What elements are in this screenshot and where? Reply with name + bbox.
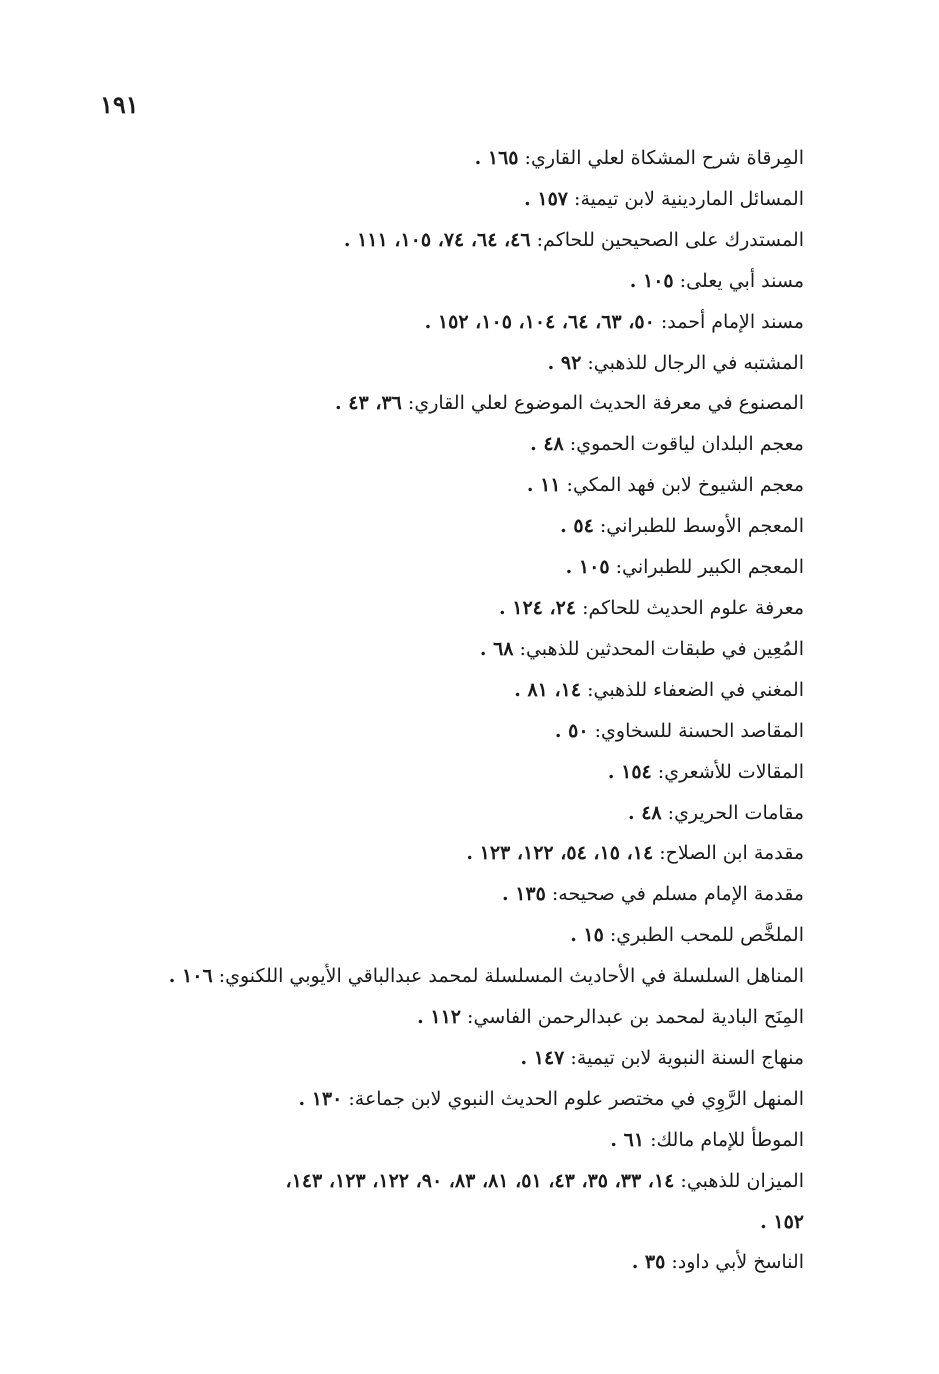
entry-title: مقامات الحريري: [674, 801, 804, 824]
index-entry: المسائل الماردينية لابن تيمية: ١٥٧ .: [524, 187, 804, 210]
entry-pages: ٩٢ .: [547, 351, 582, 374]
index-entry: المِنَح البادية لمحمد بن عبدالرحمن الفاسي: ١١٢ .: [417, 1006, 804, 1029]
entry-title: المنهل الرَّوِي في مختصر علوم الحديث النبوي لابن جماعة: [354, 1087, 804, 1110]
index-entry: المعجم الأوسط للطبراني: ٥٤ .: [560, 515, 804, 538]
entry-pages: ٢٤، ١٢٤ .: [499, 596, 577, 619]
entry-pages: ٤٨ .: [530, 433, 564, 456]
entry-pages: ٤٦، ٦٤، ٧٤، ١٠٥، ١١١ .: [343, 228, 531, 251]
entry-title: المقالات للأشعري: [664, 760, 804, 783]
index-entry: المصنوع في معرفة الحديث الموضوع لعلي القاري: ٣٦، ٤٣ .: [335, 392, 804, 415]
index-entry: الناسخ لأبي داود: ٣٥ .: [631, 1251, 804, 1274]
entry-title: مقدمة ابن الصلاح: [665, 842, 804, 865]
entry-title: الملخَّص للمحب الطبري: [616, 924, 804, 947]
entry-title: الميزان للذهبي: [686, 1169, 804, 1192]
entry-title: المعجم الأوسط للطبراني: [606, 515, 804, 538]
entry-title: معجم البلدان لياقوت الحموي: [576, 433, 804, 456]
entry-pages: ٦٨ .: [479, 637, 514, 660]
index-entry: المنهل الرَّوِي في مختصر علوم الحديث النبوي لابن جماعة: ١٣٠ .: [298, 1087, 804, 1110]
entry-title: الناسخ لأبي داود: [677, 1251, 804, 1274]
index-entry: المِرقاة شرح المشكاة لعلي القاري: ١٦٥ .: [474, 147, 804, 169]
index-entry: معجم البلدان لياقوت الحموي: ٤٨ .: [530, 433, 804, 456]
entry-pages: ١٥ .: [570, 924, 604, 947]
entry-pages: ١١ .: [526, 474, 561, 497]
index-entry: المقاصد الحسنة للسخاوي: ٥٠ .: [554, 719, 804, 742]
entry-pages: ٣٥ .: [631, 1251, 666, 1274]
entry-pages: ١٥٧ .: [524, 187, 569, 210]
index-entry: المغني في الضعفاء للذهبي: ١٤، ٨١ .: [514, 678, 804, 701]
entry-pages: ١٤، ٨١ .: [514, 678, 582, 701]
index-entry: المعجم الكبير للطبراني: ١٠٥ .: [565, 556, 804, 579]
entry-pages: ١٣٥ .: [501, 883, 546, 906]
entry-pages: ١٦٥ .: [474, 147, 519, 169]
entry-title: المصنوع في معرفة الحديث الموضوع لعلي القاري: [414, 392, 804, 415]
entry-pages: ١٤، ٣٣، ٣٥، ٤٣، ٥١، ٨١، ٨٣، ٩٠، ١٢٢، ١٢٣، ١٤٣،: [285, 1169, 675, 1192]
entry-pages-continued: ١٥٢ .: [760, 1210, 804, 1233]
entry-pages: ٥٠ .: [554, 719, 589, 742]
index-entry: المناهل السلسلة في الأحاديث المسلسلة لمحمد عبدالباقي الأيوبي اللكنوي: ١٠٦ .: [168, 965, 804, 988]
entry-title: مسند أبي يعلى: [686, 269, 804, 292]
entry-title: المناهل السلسلة في الأحاديث المسلسلة لمحمد عبدالباقي الأيوبي اللكنوي: [225, 965, 804, 988]
entry-pages: ٥٤ .: [560, 515, 594, 538]
entry-title: مسند الإمام أحمد: [667, 310, 804, 333]
entry-title: المغني في الضعفاء للذهبي: [593, 678, 804, 701]
entry-title: المعجم الكبير للطبراني: [621, 556, 804, 579]
entry-title: المِرقاة شرح المشكاة لعلي القاري: [530, 147, 804, 169]
index-entry: منهاج السنة النبوية لابن تيمية: ١٤٧ .: [520, 1046, 804, 1069]
index-entry: مسند الإمام أحمد: ٥٠، ٦٣، ٦٤، ١٠٤، ١٠٥، ١٥٢ .: [424, 310, 804, 333]
references-index-list: [114, 138, 804, 1283]
entry-title: المقاصد الحسنة للسخاوي: [601, 719, 804, 742]
entry-pages: ١٤٧ .: [520, 1046, 565, 1069]
entry-title: المسائل الماردينية لابن تيمية: [580, 187, 804, 210]
index-entry: المقالات للأشعري: ١٥٤ .: [607, 760, 804, 783]
entry-pages: ٤٨ .: [627, 801, 662, 824]
entry-pages: ١٠٦ .: [168, 965, 213, 988]
index-entry: الموطأ للإمام مالك: ٦١ .: [610, 1128, 804, 1151]
entry-pages: ١٠٥ .: [565, 556, 610, 579]
entry-pages: ١٣٠ .: [298, 1087, 343, 1110]
entry-pages: ٣٦، ٤٣ .: [335, 392, 402, 415]
entry-title: منهاج السنة النبوية لابن تيمية: [576, 1046, 804, 1069]
page-number: ١٩١: [100, 90, 139, 119]
index-entry: مقدمة ابن الصلاح: ١٤، ١٥، ٥٤، ١٢٢، ١٢٣ .: [466, 842, 804, 865]
entry-pages: ١١٢ .: [417, 1006, 461, 1029]
entry-pages: ١٥٤ .: [607, 760, 652, 783]
index-entry: مقدمة الإمام مسلم في صحيحه: ١٣٥ .: [501, 883, 804, 906]
entry-pages: ١٠٥ .: [629, 269, 674, 292]
index-entry: الملخَّص للمحب الطبري: ١٥ .: [570, 924, 804, 947]
entry-title: الموطأ للإمام مالك: [656, 1128, 804, 1151]
index-entry: معجم الشيوخ لابن فهد المكي: ١١ .: [526, 474, 804, 497]
index-entry: المستدرك على الصحيحين للحاكم: ٤٦، ٦٤، ٧٤، ١٠٥، ١١١ .: [343, 228, 804, 251]
entry-title: المُعِين في طبقات المحدثين للذهبي: [525, 637, 804, 660]
entry-title: معرفة علوم الحديث للحاكم: [588, 596, 804, 619]
index-entry: المُعِين في طبقات المحدثين للذهبي: ٦٨ .: [479, 637, 804, 660]
index-entry: المشتبه في الرجال للذهبي: ٩٢ .: [547, 351, 804, 374]
index-entry: مقامات الحريري: ٤٨ .: [627, 801, 804, 824]
entry-pages: ٥٠، ٦٣، ٦٤، ١٠٤، ١٠٥، ١٥٢ .: [424, 310, 655, 333]
entry-title: المشتبه في الرجال للذهبي: [593, 351, 804, 374]
index-entry: الميزان للذهبي: ١٤، ٣٣، ٣٥، ٤٣، ٥١، ٨١، ٨٣، ٩٠، ١٢٢، ١٢٣، ١٤٣، ١٥٢ .: [114, 1161, 804, 1243]
entry-title: معجم الشيوخ لابن فهد المكي: [572, 474, 804, 497]
entry-pages: ٦١ .: [610, 1128, 645, 1151]
entry-title: مقدمة الإمام مسلم في صحيحه: [558, 883, 804, 906]
entry-title: المِنَح البادية لمحمد بن عبدالرحمن الفاسي: [473, 1006, 804, 1029]
entry-title: المستدرك على الصحيحين للحاكم: [543, 228, 804, 251]
index-entry: مسند أبي يعلى: ١٠٥ .: [629, 269, 804, 292]
entry-pages: ١٤، ١٥، ٥٤، ١٢٢، ١٢٣ .: [466, 842, 654, 865]
index-entry: معرفة علوم الحديث للحاكم: ٢٤، ١٢٤ .: [499, 596, 804, 619]
